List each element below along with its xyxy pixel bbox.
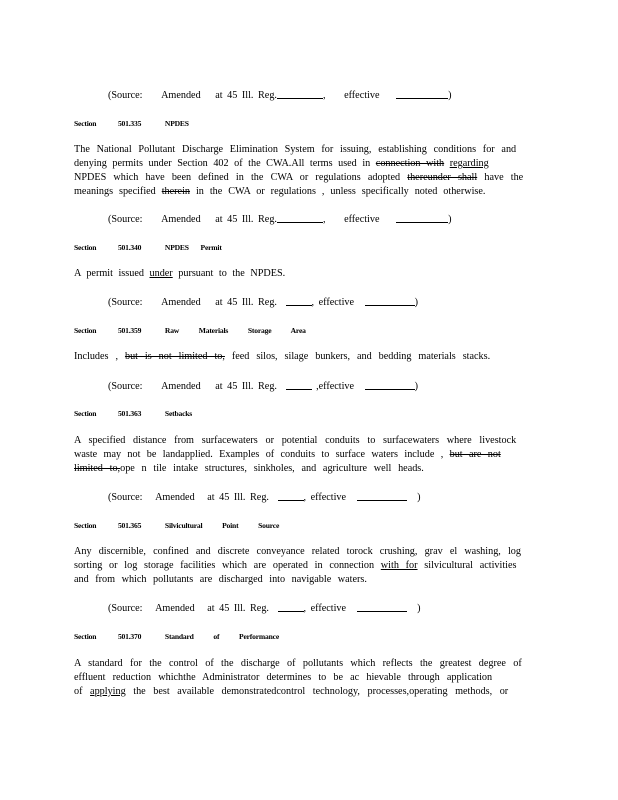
source-note [108,379,576,394]
close-paren: ) [414,381,419,392]
amended-label: Amended [161,381,201,392]
text-run: have the [484,172,524,183]
paragraph-line: The National Pollutant Discharge Elimination System for issuing, establishing conditions for and [74,144,517,155]
paragraph-line [74,267,542,281]
section-word: Section [74,326,97,335]
text-run: A permit issued [74,268,144,279]
close-paren: ) [417,492,421,503]
definition-paragraph [74,267,542,281]
text-run: denying permits under Section 402 of the CWA.All terms used in [74,158,371,169]
section-heading [74,241,542,255]
deleted-text: but are not [449,449,501,460]
source-note [108,88,576,103]
comma: , [322,214,326,225]
section-title: NPDES [164,119,189,128]
close-paren: ) [448,90,452,101]
text-run: silvicultural activities [424,560,517,571]
inserted-text: regarding [449,158,489,169]
paragraph-line [74,559,542,573]
deleted-text: but is not limited to, [124,351,225,362]
effective-date-blank [365,379,415,390]
inserted-text: applying [90,686,126,697]
definition-paragraph [74,143,542,199]
amended-label: Amended [155,492,195,503]
source-label: (Source: [108,297,143,308]
comma: , [311,297,315,308]
paragraph-line: A standard for the control of the discharge of pollutants which reflects the greatest degree of [74,658,522,669]
source-label: (Source: [108,381,143,392]
text-run: in the CWA or regulations , unless specifically noted otherwise. [195,186,486,197]
text-run: meanings specified [74,186,156,197]
effective-date-blank [396,88,448,99]
section-number: 501.363 [117,409,142,418]
paragraph-line: A specified distance from surfacewaters or potential conduits to surfacewaters where livestock [74,435,517,446]
section-number: 501.340 [117,243,142,252]
section-heading [74,519,542,533]
register-ref: at 45 Ill. Reg. [215,381,277,392]
inserted-text: with for [380,560,418,571]
definition-paragraph [74,434,542,476]
section-number: 501.335 [117,119,142,128]
section-title: NPDES Permit [164,243,222,252]
section-heading [74,630,542,644]
register-ref: at 45 Ill. Reg. [215,90,277,101]
source-label: (Source: [108,90,143,101]
effective-date-blank [357,490,407,501]
register-ref: at 45 Ill. Reg. [207,492,269,503]
paragraph-line [74,350,542,364]
section-word: Section [74,243,97,252]
deleted-text: limited to, [74,463,121,474]
text-run: pursuant to the NPDES. [178,268,286,279]
text-run: ope n tile intake structures, sinkholes, and agriculture well heads. [120,463,424,474]
register-ref: at 45 Ill. Reg. [215,297,277,308]
effective-label: effective [310,492,347,503]
section-title: Setbacks [164,409,193,418]
text-run: sorting or log storage facilities which are operated in connection [74,560,375,571]
section-word: Section [74,632,97,641]
section-heading [74,407,542,421]
comma: , [303,603,307,614]
paragraph-line [74,185,542,199]
register-ref: at 45 Ill. Reg. [215,214,277,225]
text-run: NPDES which have been defined in the CWA or regulations adopted [74,172,401,183]
paragraph-line [74,685,542,699]
comma: , [322,90,326,101]
text-run: feed silos, silage bunkers, and bedding materials stacks. [231,351,491,362]
effective-label: effective [344,214,380,225]
effective-label: effective [318,381,355,392]
section-title: Raw Materials Storage Area [164,326,306,335]
definition-paragraph [74,545,542,587]
close-paren: ) [417,603,421,614]
register-ref: at 45 Ill. Reg. [207,603,269,614]
comma: , [316,381,319,392]
section-heading [74,117,542,131]
amended-label: Amended [161,214,201,225]
paragraph-line: Any discernible, confined and discrete conveyance related torock crushing, grav el washing, log [74,546,521,557]
definition-paragraph [74,350,542,364]
source-note [108,490,576,505]
register-page-blank [278,490,304,501]
section-word: Section [74,521,97,530]
effective-date-blank [357,601,407,612]
amended-label: Amended [161,90,201,101]
text-run: Includes , [74,351,119,362]
section-heading [74,324,542,338]
source-label: (Source: [108,603,143,614]
inserted-text: under [149,268,173,279]
register-page-blank [277,88,323,99]
text-run: waste may not be landapplied. Examples of conduits to surface waters include , [74,449,444,460]
section-number: 501.359 [117,326,142,335]
section-word: Section [74,119,97,128]
paragraph-line [74,448,542,462]
register-page-blank [286,379,312,390]
deleted-text: connection with [375,158,445,169]
section-number: 501.365 [117,521,142,530]
amended-label: Amended [155,603,195,614]
definition-paragraph [74,657,542,699]
comma: , [303,492,307,503]
effective-date-blank [396,212,448,223]
close-paren: ) [448,214,452,225]
deleted-text: therein [161,186,191,197]
text-run: of [74,686,83,697]
effective-date-blank [365,295,415,306]
paragraph-line: effluent reduction whichthe Administrator determines to be ac hievable through application [74,672,493,683]
source-note [108,212,576,227]
section-title: Silvicultural Point Source [164,521,280,530]
section-word: Section [74,409,97,418]
effective-label: effective [344,90,380,101]
section-title: Standard of Performance [164,632,279,641]
source-label: (Source: [108,214,143,225]
paragraph-line: and from which pollutants are discharged into navigable waters. [74,574,367,585]
effective-label: effective [318,297,355,308]
register-page-blank [278,601,304,612]
paragraph-line [74,171,542,185]
register-page-blank [286,295,312,306]
deleted-text: thereunder shall [407,172,478,183]
paragraph-line [74,462,542,476]
amended-label: Amended [161,297,201,308]
source-note [108,295,576,310]
section-number: 501.370 [117,632,142,641]
source-note [108,601,576,616]
register-page-blank [277,212,323,223]
source-label: (Source: [108,492,143,503]
paragraph-line [74,157,542,171]
text-run: the best available demonstratedcontrol technology, processes,operating methods, or [133,686,509,697]
effective-label: effective [310,603,347,614]
close-paren: ) [414,297,419,308]
